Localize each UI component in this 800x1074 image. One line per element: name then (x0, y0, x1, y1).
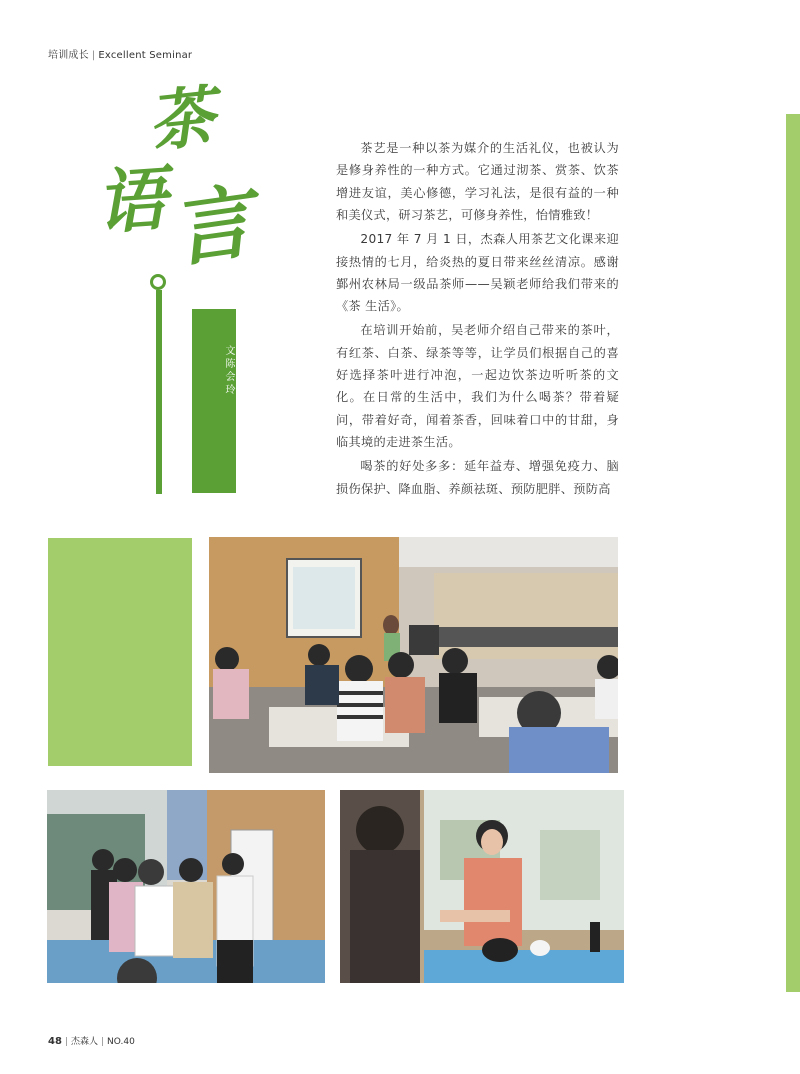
article-paragraph: 在培训开始前，吴老师介绍自己带来的茶叶，有红茶、白茶、绿茶等等，让学员们根据自己的喜好选择茶叶进行冲泡，一起边饮茶边听听茶的文化。在日常的生活中，我们为什么喝茶？带着疑问，带着好奇，闻着茶香，回味着口中的甘甜，身临其境的走进茶生活。 (336, 323, 619, 450)
group-photo (47, 790, 325, 983)
issue-number: NO.40 (107, 1037, 135, 1047)
page-header (48, 46, 192, 61)
title-char-1: 茶 (144, 76, 218, 162)
decorative-green-block (48, 538, 192, 766)
right-edge-bar (786, 114, 800, 992)
classroom-photo (209, 537, 618, 773)
article-paragraph: 2017 年 7 月 1 日，杰森人用茶艺文化课来迎接热情的七月，给炎热的夏日带来丝丝清凉。感谢鄞州农林局一级品茶师——吴颖老师给我们带来的《茶 生活》。 (336, 232, 619, 314)
author-label: 文 (223, 345, 234, 358)
footer-separator: | (64, 1037, 68, 1047)
header-separator: | (91, 50, 96, 61)
decorative-stem (156, 290, 162, 494)
title-char-2: 语 (93, 156, 169, 245)
author-name: 陈会玲 (223, 358, 234, 397)
page-number: 48 (48, 1036, 62, 1047)
footer-separator: | (100, 1037, 105, 1047)
page-footer (48, 1034, 135, 1047)
section-subtitle: Excellent Seminar (98, 50, 193, 61)
tea-master-photo (340, 790, 624, 983)
section-name: 培训成长 (48, 50, 89, 61)
article-paragraph: 茶艺是一种以茶为媒介的生活礼仪，也被认为是修身养性的一种方式。它通过沏茶、赏茶、饮茶增进友谊，美心修德，学习礼法，是很有益的一种和美仪式，研习茶艺，可修身养性，怡情雅致！ (336, 141, 619, 223)
article-body (336, 137, 619, 502)
author-credit (192, 345, 236, 397)
title-char-3: 言 (165, 173, 259, 279)
magazine-name: 杰森人 (70, 1037, 98, 1047)
article-paragraph: 喝茶的好处多多：延年益寿、增强免疫力、脑损伤保护、降血脂、养颜祛斑、预防肥胖、预防高 (336, 459, 619, 496)
decorative-ring (150, 274, 166, 290)
author-box (192, 309, 236, 493)
